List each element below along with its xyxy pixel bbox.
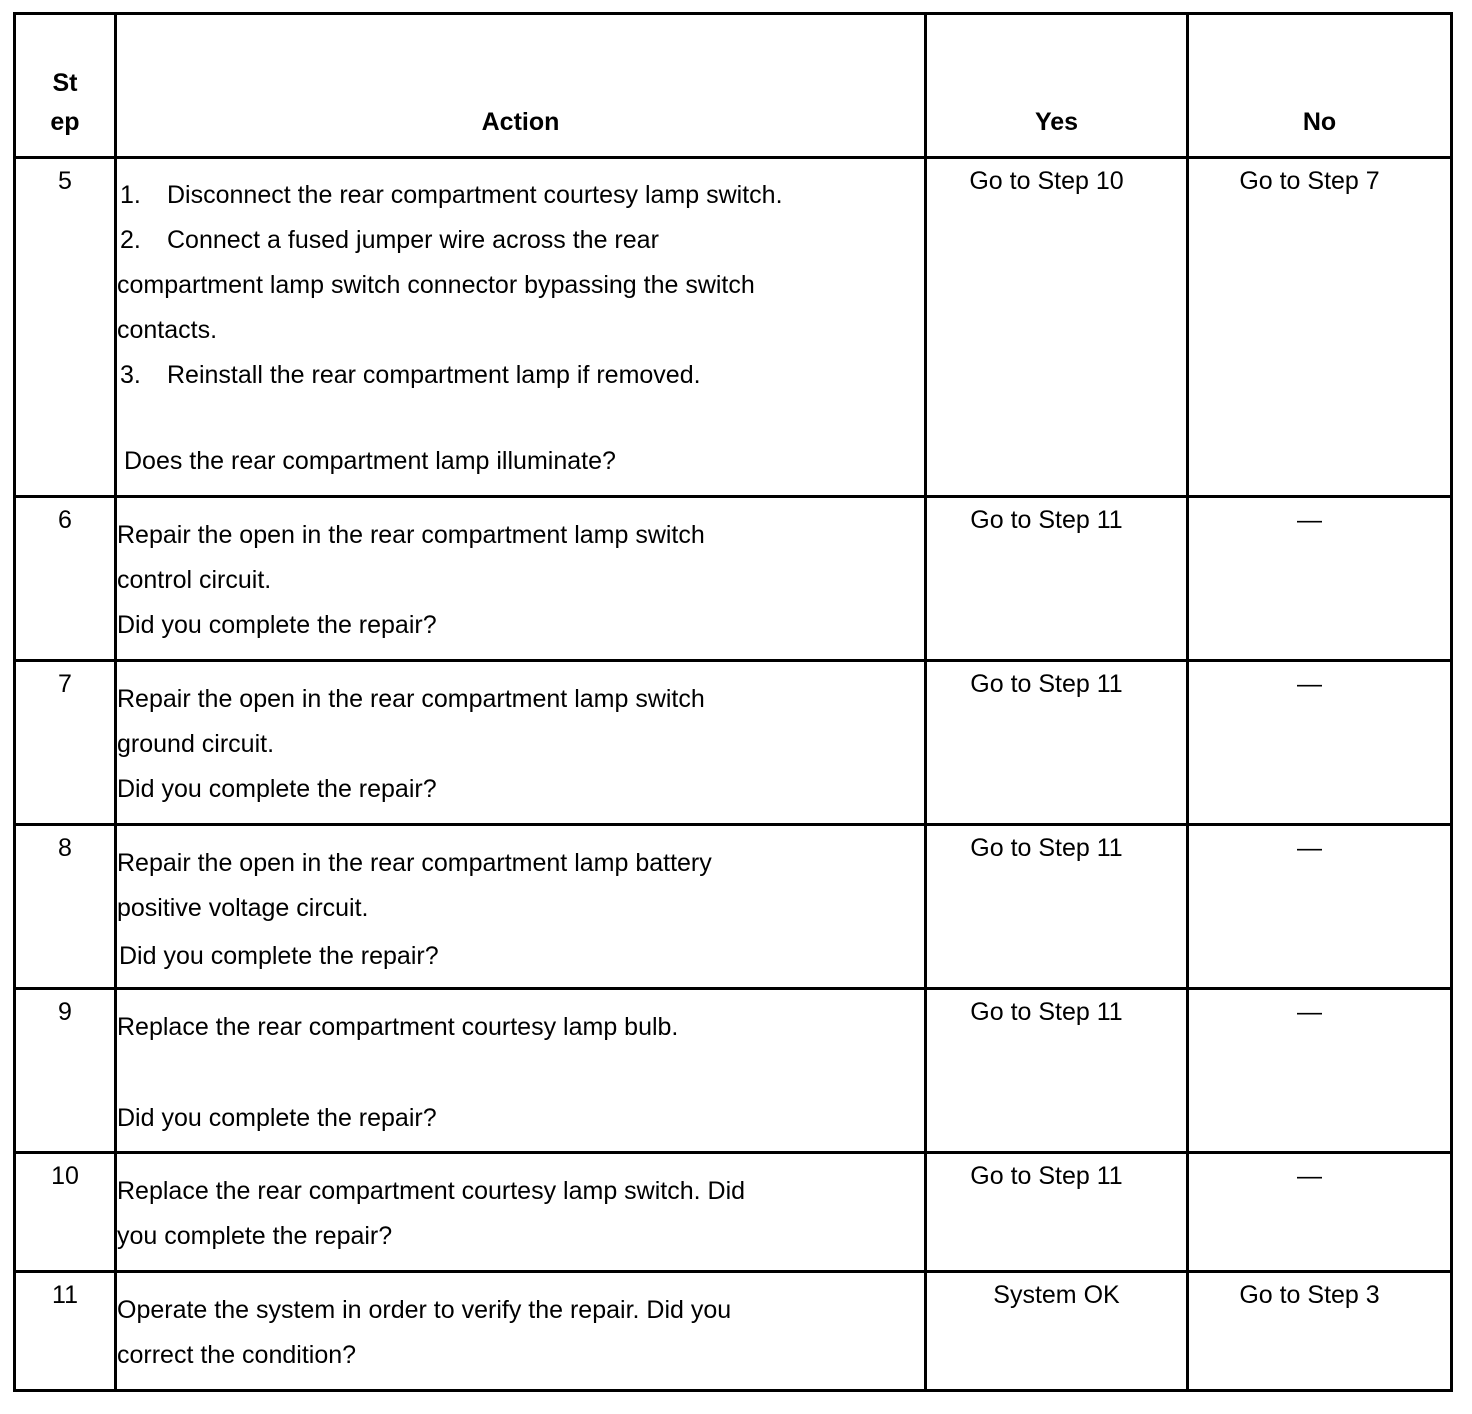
yes-cell: Go to Step 11: [926, 497, 1188, 661]
action-text: compartment lamp switch connector bypassing the switch: [117, 271, 755, 299]
list-item: 3. Reinstall the rear compartment lamp if removed.: [120, 361, 701, 389]
yes-column-header: Yes: [926, 14, 1188, 158]
step-number: 8: [15, 825, 116, 989]
list-item: 2. Connect a fused jumper wire across the rear: [120, 226, 659, 254]
question-text: Does the rear compartment lamp illuminate?: [124, 447, 616, 475]
action-text: contacts.: [117, 316, 218, 344]
no-cell: Go to Step 7: [1188, 158, 1452, 497]
no-cell: Go to Step 3: [1188, 1272, 1452, 1391]
no-cell: —: [1188, 1153, 1452, 1272]
action-cell: Operate the system in order to verify the repair. Did you correct the condition?: [116, 1272, 926, 1391]
table-row: [15, 989, 1452, 1153]
yes-cell: Go to Step 11: [926, 661, 1188, 825]
yes-cell: System OK: [926, 1272, 1188, 1391]
action-cell: Replace the rear compartment courtesy lamp bulb. Did you complete the repair?: [116, 989, 926, 1153]
step-number: 6: [15, 497, 116, 661]
no-cell: —: [1188, 825, 1452, 989]
action-cell: Replace the rear compartment courtesy lamp switch. Did you complete the repair?: [116, 1153, 926, 1272]
step-number: 11: [15, 1272, 116, 1391]
table-row: [15, 1272, 1452, 1391]
step-number: 9: [15, 989, 116, 1153]
no-column-header: No: [1188, 14, 1452, 158]
yes-cell: Go to Step 11: [926, 1153, 1188, 1272]
action-column-header: Action: [116, 14, 926, 158]
header-row: [15, 14, 1452, 158]
table-row: [15, 825, 1452, 989]
step-number: 10: [15, 1153, 116, 1272]
action-cell: Repair the open in the rear compartment lamp switch ground circuit. Did you complete the repair?: [116, 661, 926, 825]
yes-cell: Go to Step 11: [926, 825, 1188, 989]
action-cell: Repair the open in the rear compartment lamp switch control circuit. Did you complete the repair?: [116, 497, 926, 661]
no-cell: —: [1188, 661, 1452, 825]
table-row: [15, 497, 1452, 661]
action-cell: Repair the open in the rear compartment lamp battery positive voltage circuit. Did you complete the repair?: [116, 825, 926, 989]
action-cell: [116, 158, 926, 497]
step-number: 5: [15, 158, 116, 497]
step-column-header: St ep: [15, 14, 116, 158]
table-row: [15, 1153, 1452, 1272]
table-row: [15, 158, 1452, 497]
no-cell: —: [1188, 497, 1452, 661]
yes-cell: Go to Step 10: [926, 158, 1188, 497]
table-row: [15, 661, 1452, 825]
diagnostic-table: [13, 12, 1453, 1392]
list-item: 1. Disconnect the rear compartment courtesy lamp switch.: [120, 181, 783, 209]
yes-cell: Go to Step 11: [926, 989, 1188, 1153]
no-cell: —: [1188, 989, 1452, 1153]
step-number: 7: [15, 661, 116, 825]
